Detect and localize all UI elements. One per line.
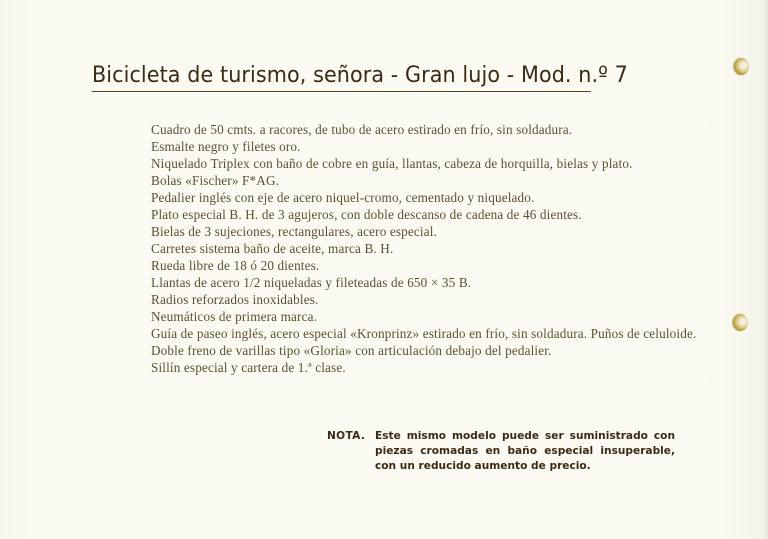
- spec-item: Radios reforzados inoxidables.: [151, 292, 319, 307]
- spec-item: Neumáticos de primera marca.: [151, 309, 318, 324]
- spec-item: Llantas de acero 1/2 niqueladas y fileteadas de 650 × 35 B.: [151, 275, 472, 290]
- binder-hole-icon: [734, 58, 749, 75]
- spec-item: Bielas de 3 sujeciones, rectangulares, acero especial.: [151, 224, 438, 239]
- spec-item: Esmalte negro y filetes oro.: [151, 139, 301, 154]
- spec-item: Guía de paseo inglés, acero especial «Kronprinz» estirado en frío, sin soldadura. Puños de celuloide.: [151, 326, 697, 341]
- page-title: Bicicleta de turismo, señora - Gran lujo - Mod. n.º 7: [92, 60, 591, 92]
- spec-item: Bolas «Fischer» F*AG.: [151, 173, 280, 188]
- note-label: NOTA.: [327, 430, 366, 442]
- spec-item: Pedalier inglés con eje de acero niquel-cromo, cementado y niquelado.: [151, 190, 535, 205]
- spec-item: Cuadro de 50 cmts. a racores, de tubo de acero estirado en frío, sin soldadura.: [151, 122, 573, 137]
- binder-hole-icon: [733, 314, 748, 331]
- spec-item: Niquelado Triplex con baño de cobre en guía, llantas, cabeza de horquilla, bielas y plato.: [151, 156, 633, 171]
- specification-list: [151, 121, 711, 376]
- spec-item: Carretes sistema baño de aceite, marca B. H.: [151, 241, 394, 256]
- note-block: [327, 429, 697, 472]
- spec-item: Plato especial B. H. de 3 agujeros, con doble descanso de cadena de 46 dientes.: [151, 207, 582, 222]
- spec-item: Sillín especial y cartera de 1.ª clase.: [151, 360, 346, 375]
- note-text: Este mismo modelo puede ser suministrado con piezas cromadas en baño especial insuperable, con un reducido aumento de precio.: [375, 430, 675, 472]
- spec-item: Doble freno de varillas tipo «Gloria» con articulación debajo del pedalier.: [151, 343, 552, 358]
- spec-item: Rueda libre de 18 ó 20 dientes.: [151, 258, 320, 273]
